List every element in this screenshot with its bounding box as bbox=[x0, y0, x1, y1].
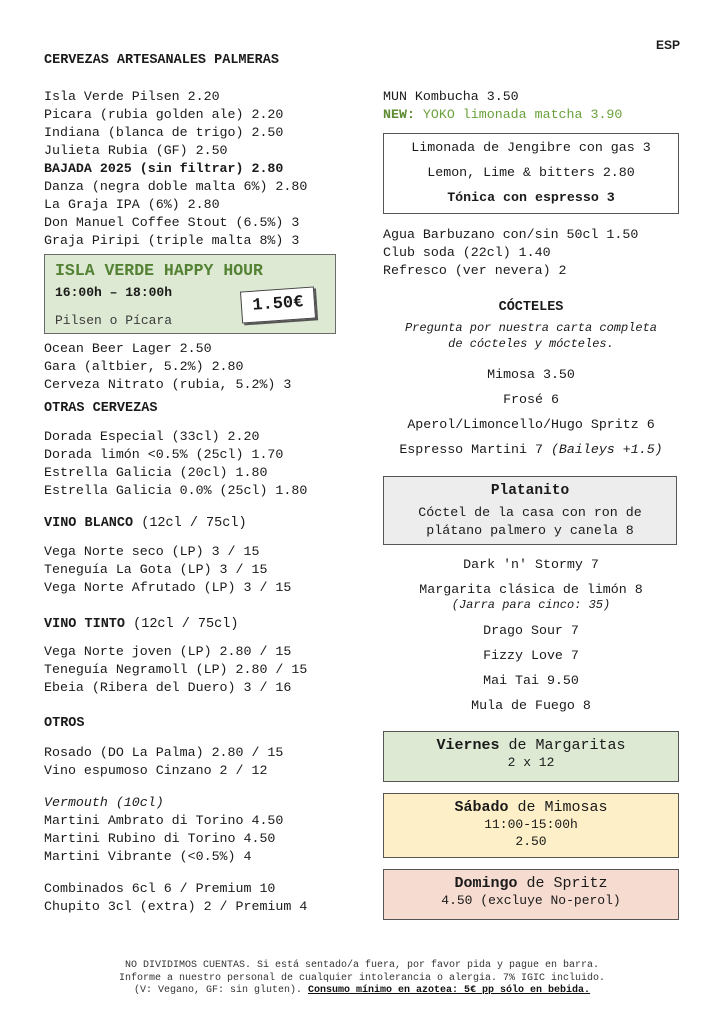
list-item: Ebeia (Ribera del Duero) 3 / 16 bbox=[44, 680, 292, 695]
cocktail-item: Aperol/Limoncello/Hugo Spritz 6 bbox=[407, 417, 655, 432]
platanito-line: Cóctel de la casa con ron de bbox=[418, 505, 642, 520]
section-title-cervezas-palmeras: CERVEZAS ARTESANALES PALMERAS bbox=[44, 53, 279, 68]
cocktail-item: Mimosa 3.50 bbox=[487, 367, 575, 382]
footer-line bbox=[40, 985, 684, 998]
new-badge: NEW: bbox=[383, 107, 415, 122]
promo-name: de Mimosas bbox=[508, 799, 608, 816]
cocktail-item: Frosé 6 bbox=[503, 392, 559, 407]
list-item: Club soda (22cl) 1.40 bbox=[383, 245, 551, 260]
more-beers-list bbox=[44, 340, 344, 394]
list-item: Martini Rubino di Torino 4.50 bbox=[44, 831, 276, 846]
list-item: Chupito 3cl (extra) 2 / Premium 4 bbox=[44, 899, 308, 914]
list-item: Vega Norte joven (LP) 2.80 / 15 bbox=[44, 644, 292, 659]
platanito-line: plátano palmero y canela 8 bbox=[426, 523, 634, 538]
cocteles-note bbox=[383, 320, 679, 352]
cocktail-item: Margarita clásica de limón 8 bbox=[419, 582, 643, 597]
promo-title bbox=[384, 794, 678, 816]
cocktail-item-espresso bbox=[383, 441, 679, 459]
list-item: Dorada Especial (33cl) 2.20 bbox=[44, 429, 260, 444]
vermouth-label: Vermouth (10cl) bbox=[44, 795, 164, 810]
promo-domingo bbox=[383, 869, 679, 920]
platanito-title: Platanito bbox=[490, 483, 570, 499]
list-item: Refresco (ver nevera) 2 bbox=[383, 263, 567, 278]
platanito-box bbox=[383, 476, 677, 545]
list-item: Combinados 6cl 6 / Premium 10 bbox=[44, 881, 276, 896]
otras-cervezas-list bbox=[44, 428, 344, 500]
list-item: Rosado (DO La Palma) 2.80 / 15 bbox=[44, 745, 284, 760]
list-item: MUN Kombucha 3.50 bbox=[383, 89, 519, 104]
promo-day: Sábado bbox=[454, 799, 509, 816]
espresso-extra: (Baileys +1.5) bbox=[550, 442, 663, 457]
happy-hour-title: ISLA VERDE HAPPY HOUR bbox=[55, 261, 263, 280]
section-title-otras-cervezas: OTRAS CERVEZAS bbox=[44, 401, 158, 416]
promo-day: Viernes bbox=[436, 737, 500, 754]
promo-viernes bbox=[383, 731, 679, 782]
vino-blanco-sizes: (12cl / 75cl) bbox=[141, 516, 247, 531]
cocktail-item: Drago Sour 7 bbox=[483, 623, 579, 638]
section-title-cocteles: CÓCTELES bbox=[498, 300, 564, 315]
yoko-item: YOKO limonada matcha 3.90 bbox=[422, 107, 623, 122]
list-item: Picara (rubia golden ale) 2.20 bbox=[44, 107, 284, 122]
list-item: Dorada limón <0.5% (25cl) 1.70 bbox=[44, 447, 284, 462]
promo-name: de Margaritas bbox=[499, 737, 626, 754]
promo-detail: 4.50 (excluye No-perol) bbox=[441, 893, 621, 908]
promo-title bbox=[384, 732, 678, 754]
list-item: Vino espumoso Cinzano 2 / 12 bbox=[44, 763, 268, 778]
soft-drinks-more bbox=[383, 226, 679, 280]
espresso-martini: Espresso Martini 7 bbox=[399, 442, 543, 457]
cocktail-item: Mula de Fuego 8 bbox=[471, 698, 591, 713]
happy-hour-beers: Pilsen o Pícara bbox=[55, 313, 173, 328]
list-item: La Graja IPA (6%) 2.80 bbox=[44, 197, 220, 212]
promo-title bbox=[384, 870, 678, 892]
combinados-list bbox=[44, 880, 344, 916]
promo-name: de Spritz bbox=[517, 875, 608, 892]
list-item: Lemon, Lime & bitters 2.80 bbox=[427, 165, 635, 180]
vino-blanco-title: VINO BLANCO bbox=[44, 516, 134, 531]
list-item: Vega Norte Afrutado (LP) 3 / 15 bbox=[44, 580, 292, 595]
list-item: Tónica con espresso 3 bbox=[447, 190, 615, 205]
section-title-otros: OTROS bbox=[44, 716, 85, 731]
footer-line: NO DIVIDIMOS CUENTAS. Si está sentado/a fuera, por favor pida y pague en barra. bbox=[124, 960, 600, 971]
cocteles-note-line: de cócteles y mócteles. bbox=[448, 337, 614, 351]
list-item: Estrella Galicia (20cl) 1.80 bbox=[44, 465, 268, 480]
list-item: Vega Norte seco (LP) 3 / 15 bbox=[44, 544, 260, 559]
footer-notice bbox=[40, 960, 684, 998]
otros-list bbox=[44, 744, 344, 780]
section-title-vino-blanco bbox=[44, 516, 344, 531]
list-item: Ocean Beer Lager 2.50 bbox=[44, 341, 212, 356]
list-item: Teneguía Negramoll (LP) 2.80 / 15 bbox=[44, 662, 308, 677]
cocktail-item: Mai Tai 9.50 bbox=[483, 673, 579, 688]
list-item: Graja Piripi (triple malta 8%) 3 bbox=[44, 233, 300, 248]
list-item: Teneguía La Gota (LP) 3 / 15 bbox=[44, 562, 268, 577]
promo-detail: 2 x 12 bbox=[507, 755, 555, 770]
cocktail-item: Fizzy Love 7 bbox=[483, 648, 579, 663]
happy-hour-price: 1.50€ bbox=[240, 286, 316, 323]
list-item: Don Manuel Coffee Stout (6.5%) 3 bbox=[44, 215, 300, 230]
footer-minimum: Consumo mínimo en azotea: 5€ pp sólo en bebida. bbox=[308, 985, 591, 996]
promo-price: 2.50 bbox=[515, 834, 547, 849]
platanito-description bbox=[384, 504, 676, 540]
cervezas-palmeras-list bbox=[44, 88, 344, 250]
vino-tinto-title: VINO TINTO bbox=[44, 617, 126, 632]
vino-tinto-sizes: (12cl / 75cl) bbox=[133, 617, 239, 632]
language-label: ESP bbox=[655, 38, 680, 52]
cocktail-item: Dark 'n' Stormy 7 bbox=[463, 557, 599, 572]
list-item: Indiana (blanca de trigo) 2.50 bbox=[44, 125, 284, 140]
list-item: Agua Barbuzano con/sin 50cl 1.50 bbox=[383, 227, 639, 242]
soft-drinks-box bbox=[383, 133, 679, 214]
list-item: Danza (negra doble malta 6%) 2.80 bbox=[44, 179, 308, 194]
promo-sabado bbox=[383, 793, 679, 858]
list-item-highlight: BAJADA 2025 (sin filtrar) 2.80 bbox=[44, 161, 284, 176]
happy-hour-box bbox=[44, 254, 336, 334]
footer-line: Informe a nuestro personal de cualquier intolerancia o alergia. 7% IGIC incluido. bbox=[118, 972, 606, 984]
section-title-vino-tinto bbox=[44, 617, 344, 632]
list-item: Isla Verde Pilsen 2.20 bbox=[44, 89, 220, 104]
list-item: Martini Ambrato di Torino 4.50 bbox=[44, 813, 284, 828]
list-item: Gara (altbier, 5.2%) 2.80 bbox=[44, 359, 244, 374]
happy-hour-time: 16:00h – 18:00h bbox=[55, 285, 173, 300]
promo-day: Domingo bbox=[454, 875, 518, 892]
list-item: Julieta Rubia (GF) 2.50 bbox=[44, 143, 228, 158]
list-item: Cerveza Nitrato (rubia, 5.2%) 3 bbox=[44, 377, 292, 392]
list-item: Estrella Galicia 0.0% (25cl) 1.80 bbox=[44, 483, 308, 498]
soft-drinks-top bbox=[383, 88, 679, 124]
margarita-jarra: (Jarra para cinco: 35) bbox=[451, 598, 611, 612]
list-item: Martini Vibrante (<0.5%) 4 bbox=[44, 849, 252, 864]
vino-blanco-list bbox=[44, 543, 344, 597]
vino-tinto-list bbox=[44, 643, 344, 697]
cocteles-note-line: Pregunta por nuestra carta completa bbox=[404, 321, 658, 335]
footer-legend: (V: Vegano, GF: sin gluten). bbox=[133, 985, 302, 996]
list-item: Limonada de Jengibre con gas 3 bbox=[411, 140, 651, 155]
list-item-new bbox=[383, 106, 679, 124]
promo-time: 11:00-15:00h bbox=[484, 817, 578, 832]
vermouth-list bbox=[44, 794, 344, 866]
